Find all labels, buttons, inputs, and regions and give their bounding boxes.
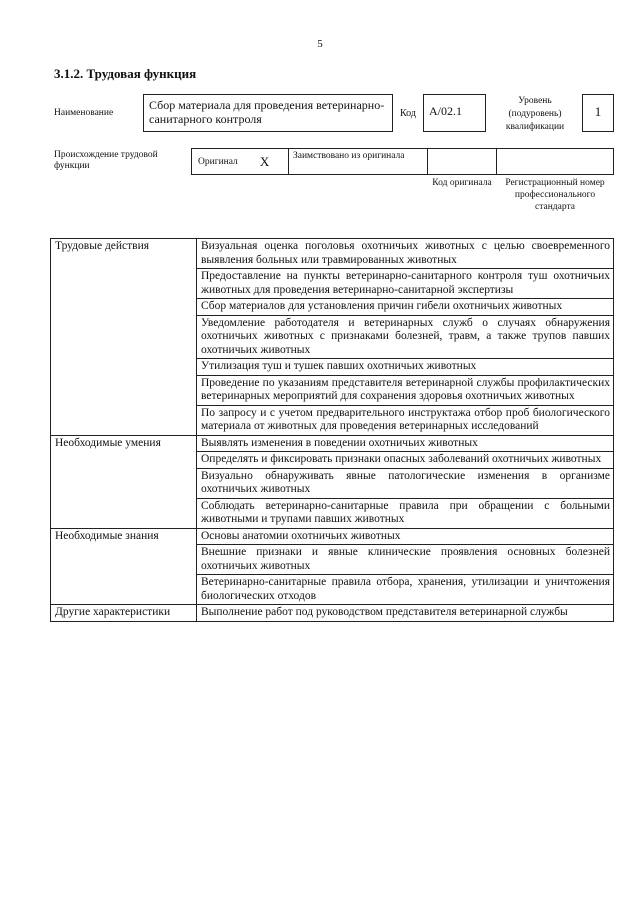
row-item: Визуально обнаруживать явные патологические изменения в организме охотничьих животных <box>197 468 614 498</box>
row-item: Выявлять изменения в поведении охотничьих животных <box>197 435 614 452</box>
section-title: 3.1.2. Трудовая функция <box>54 66 197 81</box>
row-category: Необходимые знания <box>51 528 197 605</box>
table-row <box>51 528 614 545</box>
function-table <box>50 238 614 622</box>
code-label: Код <box>400 108 416 119</box>
row-item: Внешние признаки и явные клинические проявления основных болезней охотничьих животных <box>197 545 614 575</box>
registration-number-cell <box>496 148 614 175</box>
original-label: Оригинал <box>198 156 238 167</box>
row-item: По запросу и с учетом предварительного инструктажа отбор проб биологического материала от животных для проведения ветеринарных исследований <box>197 405 614 435</box>
row-item: Ветеринарно-санитарные правила отбора, хранения, утилизации и уничтожения биологических отходов <box>197 575 614 605</box>
original-mark: X <box>259 153 270 169</box>
code-value: A/02.1 <box>423 94 486 132</box>
original-cell <box>191 148 289 175</box>
row-item: Проведение по указаниям представителя ветеринарной службы профилактических ветеринарных мероприятий для сохранения здоровья охотничьих животных <box>197 375 614 405</box>
row-item: Соблюдать ветеринарно-санитарные правила при обращении с больными животными и трупами павших животных <box>197 498 614 528</box>
level-label: Уровень (подуровень) квалификации <box>505 96 565 132</box>
table-row <box>51 605 614 622</box>
row-item: Утилизация туш и тушек павших охотничьих животных <box>197 359 614 376</box>
table-row <box>51 239 614 269</box>
code-caption: Код оригинала <box>432 178 492 188</box>
original-code-cell <box>427 148 497 175</box>
borrowed-label: Заимствовано из оригинала <box>288 148 428 175</box>
row-item: Основы анатомии охотничьих животных <box>197 528 614 545</box>
row-item: Уведомление работодателя и ветеринарных служб о случаях обнаружения охотничьих животных с признаками болезней, травм, а также трупов павших охотничьих животных <box>197 315 614 359</box>
origin-label: Происхождение трудовой функции <box>54 150 158 171</box>
level-value: 1 <box>582 94 614 132</box>
page-number: 5 <box>317 38 323 50</box>
row-category: Другие характеристики <box>51 605 197 622</box>
origin-row <box>192 148 614 175</box>
name-label: Наименование <box>54 108 114 118</box>
row-item: Определять и фиксировать признаки опасных заболеваний охотничьих животных <box>197 452 614 469</box>
row-category: Трудовые действия <box>51 239 197 436</box>
name-value: Сбор материала для проведения ветеринарно-санитарного контроля <box>143 94 393 132</box>
row-item: Сбор материалов для установления причин гибели охотничьих животных <box>197 299 614 316</box>
registration-caption: Регистрационный номер профессионального стандарта <box>505 178 605 212</box>
row-item: Предоставление на пункты ветеринарно-санитарного контроля туш охотничьих животных для проведения ветеринарно-санитарной экспертизы <box>197 269 614 299</box>
row-category: Необходимые умения <box>51 435 197 528</box>
row-item: Визуальная оценка поголовья охотничьих животных с целью своевременного выявления больных или травмированных животных <box>197 239 614 269</box>
table-row <box>51 435 614 452</box>
row-item: Выполнение работ под руководством представителя ветеринарной службы <box>197 605 614 622</box>
